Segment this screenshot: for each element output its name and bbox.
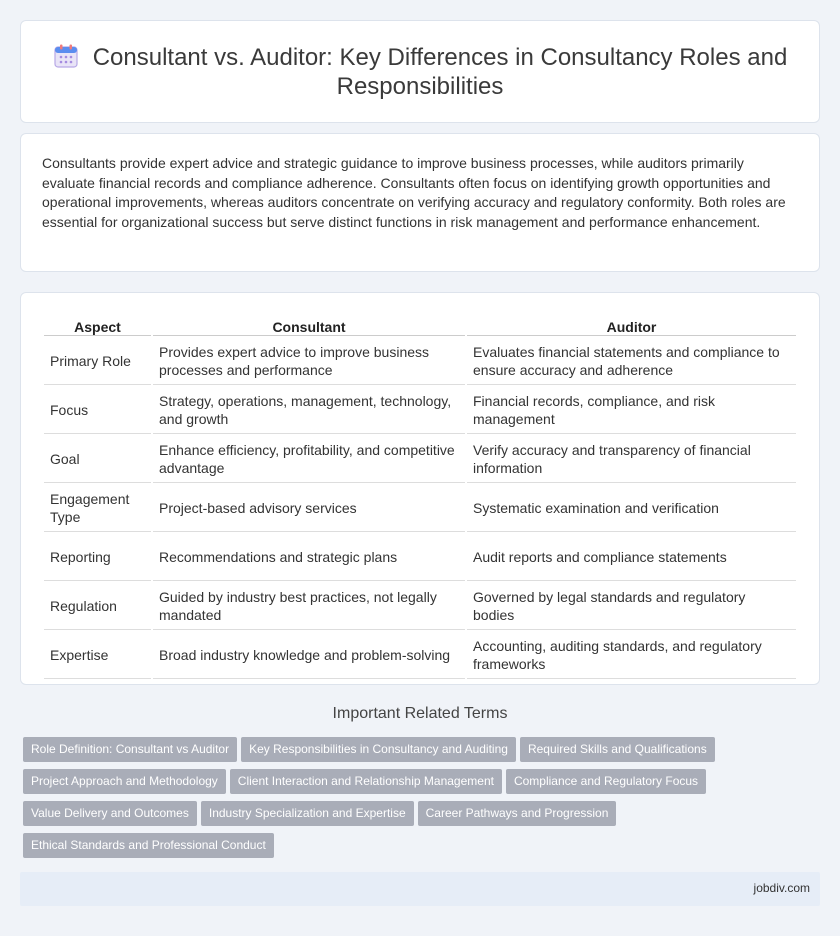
page-title	[21, 43, 819, 101]
footer-site-link[interactable]: jobdiv.com	[753, 881, 810, 895]
header-consultant: Consultant	[153, 317, 465, 336]
related-tag[interactable]: Client Interaction and Relationship Management	[230, 769, 502, 794]
footer	[20, 872, 820, 906]
title-line-2: Responsibilities	[336, 73, 504, 100]
aspect-cell: Expertise	[44, 632, 151, 679]
related-tag[interactable]: Compliance and Regulatory Focus	[506, 769, 706, 794]
table-row	[44, 534, 796, 581]
aspect-cell: Focus	[44, 387, 151, 434]
comparison-table	[42, 315, 798, 681]
related-tag[interactable]: Industry Specialization and Expertise	[201, 801, 414, 826]
aspect-cell: Goal	[44, 436, 151, 483]
related-terms-title: Important Related Terms	[332, 705, 508, 722]
related-tag[interactable]: Key Responsibilities in Consultancy and Auditing	[241, 737, 516, 762]
auditor-cell: Evaluates financial statements and compliance to ensure accuracy and adherence	[467, 338, 796, 385]
aspect-cell: Primary Role	[44, 338, 151, 385]
table-row	[44, 436, 796, 483]
auditor-cell: Governed by legal standards and regulatory bodies	[467, 583, 796, 630]
related-tag[interactable]: Career Pathways and Progression	[418, 801, 617, 826]
related-tag[interactable]: Ethical Standards and Professional Conduct	[23, 833, 274, 858]
table-row	[44, 583, 796, 630]
auditor-cell: Audit reports and compliance statements	[467, 534, 796, 581]
consultant-cell: Recommendations and strategic plans	[153, 534, 465, 581]
header-auditor: Auditor	[467, 317, 796, 336]
related-tag[interactable]: Value Delivery and Outcomes	[23, 801, 197, 826]
aspect-cell: Regulation	[44, 583, 151, 630]
calendar-icon	[53, 43, 79, 69]
related-tag[interactable]: Required Skills and Qualifications	[520, 737, 715, 762]
auditor-cell: Systematic examination and verification	[467, 485, 796, 532]
auditor-cell: Verify accuracy and transparency of financial information	[467, 436, 796, 483]
related-tag[interactable]: Project Approach and Methodology	[23, 769, 226, 794]
comparison-card	[20, 292, 820, 685]
consultant-cell: Strategy, operations, management, technology, and growth	[153, 387, 465, 434]
table-row	[44, 632, 796, 679]
consultant-cell: Guided by industry best practices, not legally mandated	[153, 583, 465, 630]
auditor-cell: Accounting, auditing standards, and regulatory frameworks	[467, 632, 796, 679]
consultant-cell: Provides expert advice to improve business processes and performance	[153, 338, 465, 385]
related-terms-list	[23, 737, 818, 865]
aspect-cell: Engagement Type	[44, 485, 151, 532]
consultant-cell: Broad industry knowledge and problem-solving	[153, 632, 465, 679]
intro-card	[20, 133, 820, 272]
consultant-cell: Project-based advisory services	[153, 485, 465, 532]
consultant-cell: Enhance efficiency, profitability, and competitive advantage	[153, 436, 465, 483]
table-header-row	[44, 317, 796, 336]
header-aspect: Aspect	[44, 317, 151, 336]
related-tag[interactable]: Role Definition: Consultant vs Auditor	[23, 737, 237, 762]
table-row	[44, 338, 796, 385]
title-line-1: Consultant vs. Auditor: Key Differences in Consultancy Roles and	[92, 44, 788, 71]
aspect-cell: Reporting	[44, 534, 151, 581]
auditor-cell: Financial records, compliance, and risk management	[467, 387, 796, 434]
table-row	[44, 485, 796, 532]
table-row	[44, 387, 796, 434]
header-card	[20, 20, 820, 123]
intro-paragraph: Consultants provide expert advice and strategic guidance to improve business processes, while auditors primarily evaluate financial records and compliance adherence. Consultants often focus on identifying growth opportunities and operational improvements, whereas auditors concentrate on verifying accuracy and regulatory conformity. Both roles are essential for organizational success but serve distinct functions in risk management and performance enhancement.	[42, 155, 786, 230]
